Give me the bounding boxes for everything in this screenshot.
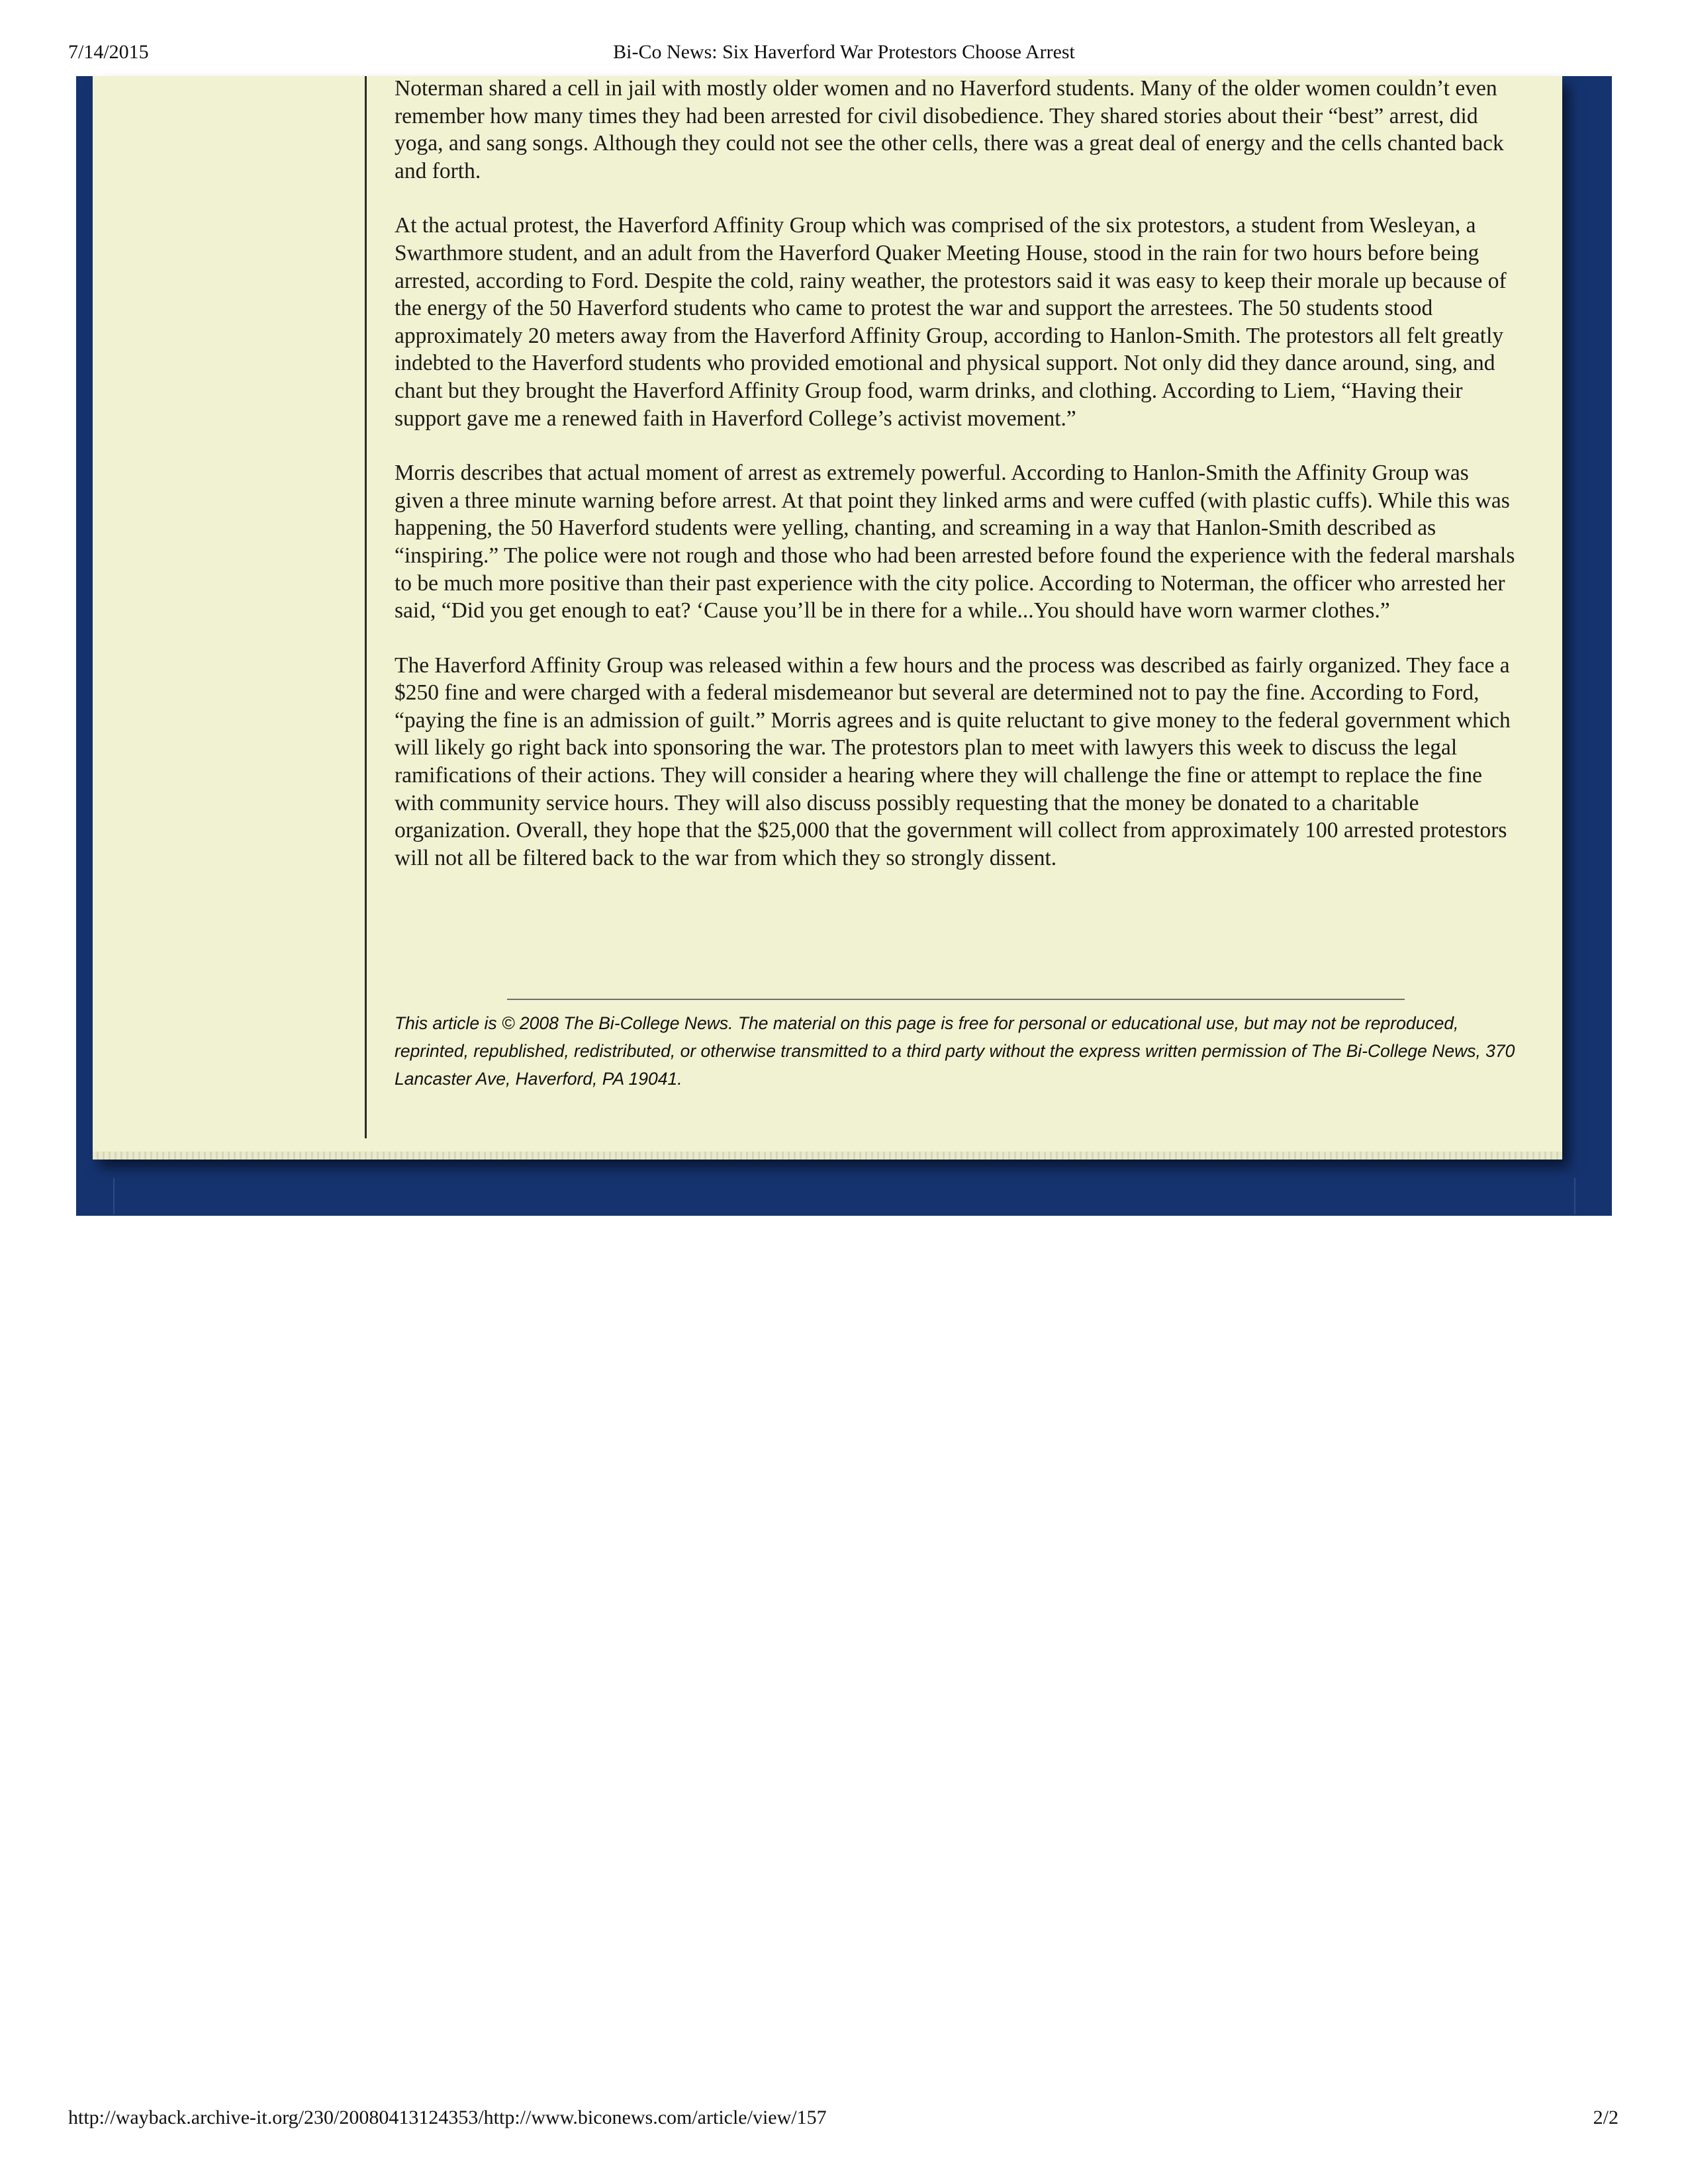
article-paragraph: Noterman shared a cell in jail with mostly older women and no Haverford students. Many of the older women couldn’t even remember how many times they had been arrested for civil disobedience. They shared stories about their “best” arrest, did yoga, and sang songs. Although they could not see the other cells, there was a great deal of energy and the cells chanted back and forth.: [395, 76, 1504, 183]
copyright-divider: [507, 999, 1405, 1000]
article-paragraph: The Haverford Affinity Group was released within a few hours and the process was described as fairly organized. They face a $250 fine and were charged with a federal misdemeanor but several are determined not to pay the fine. According to Ford, “paying the fine is an admission of guilt.” Morris agrees and is quite reluctant to give money to the federal government which will likely go right back into sponsoring the war. The protestors plan to meet with lawyers this week to discuss the legal ramifications of their actions. They will consider a hearing where they will challenge the fine or attempt to replace the fine with community service hours. They will also discuss possibly requesting that the money be donated to a charitable organization. Overall, they hope that the $25,000 that the government will collect from approximately 100 arrested protestors will not all be filtered back to the war from which they so strongly dissent.: [395, 653, 1511, 870]
article-paragraph: Morris describes that actual moment of arrest as extremely powerful. According to Hanlon-Smith the Affinity Group was given a three minute warning before arrest. At that point they linked arms and were cuffed (with plastic cuffs). While this was happening, the 50 Haverford students were yelling, chanting, and screaming in a way that Hanlon-Smith described as “inspiring.” The police were not rough and those who had been arrested before found the experience with the federal marshals to be much more positive than their past experience with the city police. According to Noterman, the officer who arrested her said, “Did you get enough to eat? ‘Cause you’ll be in there for a while...You should have worn warmer clothes.”: [395, 461, 1515, 623]
print-page-number: 2/2: [1593, 2107, 1618, 2128]
sidebar-divider: [365, 76, 367, 1138]
copyright-notice: This article is © 2008 The Bi-College News. The material on this page is free for personal or educational use, but may not be reproduced, reprinted, republished, redistributed, or otherwise transmitted to a third party without the express written permission of The Bi-College News, 370 Lancaster Ave, Haverford, PA 19041.: [395, 1013, 1515, 1089]
frame-divider-right: [1574, 1178, 1575, 1214]
article-paragraph: At the actual protest, the Haverford Affinity Group which was comprised of the six protestors, a student from Wesleyan, a Swarthmore student, and an adult from the Haverford Quaker Meeting House, stood in the rain for two hours before being arrested, according to Ford. Despite the cold, rainy weather, the protestors said it was easy to keep their morale up because of the energy of the 50 Haverford students who came to protest the war and support the arrestees. The 50 students stood approximately 20 meters away from the Haverford Affinity Group, according to Hanlon-Smith. The protestors all felt greatly indebted to the Haverford students who provided emotional and physical support. Not only did they dance around, sing, and chant but they brought the Haverford Affinity Group food, warm drinks, and clothing. According to Liem, “Having their support gave me a renewed faith in Haverford College’s activist movement.”: [395, 213, 1507, 431]
paper-torn-edge: [93, 1152, 1562, 1160]
frame-divider-left: [113, 1178, 115, 1214]
print-date: 7/14/2015: [68, 41, 149, 63]
print-url: http://wayback.archive-it.org/230/20080413124353/http://www.biconews.com/article/view/157: [68, 2107, 827, 2128]
article-body: [395, 75, 1520, 899]
print-page-title: Bi-Co News: Six Haverford War Protestors Choose Arrest: [613, 41, 1075, 63]
